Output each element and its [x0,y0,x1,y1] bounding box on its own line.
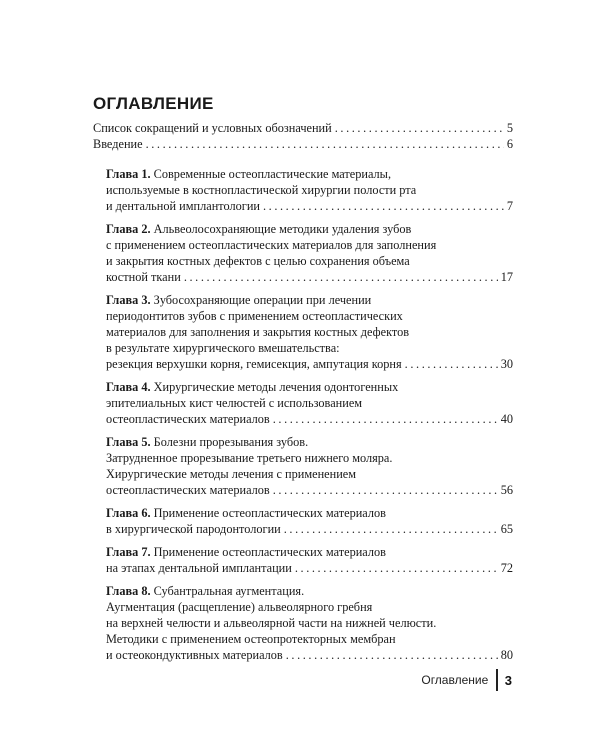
toc-page-number: 80 [500,648,513,662]
leader-dots [335,120,504,136]
toc-entry-text: Затрудненное прорезывание третьего нижнего моляра. [106,451,393,465]
toc-page-number: 56 [500,483,513,497]
toc-entry-text: периодонтитов зубов с применением остеопластических [106,309,403,323]
toc-entry-text: в результате хирургического вмешательства: [106,341,340,355]
toc-entry-chapter-7[interactable] [93,544,513,576]
page-title: ОГЛАВЛЕНИЕ [93,94,214,113]
leader-dots [405,356,498,372]
leader-dots [184,269,498,285]
footer-page-number: 3 [504,672,512,688]
toc-entry-text: Введение [93,137,143,151]
toc-page-number: 7 [506,199,513,213]
leader-dots [284,521,498,537]
leader-dots [273,411,498,427]
table-of-contents [93,120,513,663]
toc-page-number: 17 [500,270,513,284]
toc-entry-text: на верхней челюсти и альвеолярной части на нижней челюсти. [106,616,437,630]
toc-entry-abbreviations[interactable] [93,120,513,136]
chapter-label: Глава 1. [106,167,151,181]
toc-entry-chapter-4[interactable] [93,379,513,427]
chapter-label: Глава 7. [106,545,151,559]
toc-entry-chapter-8[interactable] [93,583,513,663]
toc-entry-text: с применением остеопластических материалов для заполнения [106,238,437,252]
toc-page-number: 5 [506,121,513,135]
toc-entry-text: Хирургические методы лечения одонтогенных [150,380,399,394]
toc-entry-text: и дентальной имплантологии [106,199,260,213]
toc-entry-chapter-6[interactable] [93,505,513,537]
chapter-label: Глава 6. [106,506,151,520]
chapter-label: Глава 8. [106,584,151,598]
leader-dots [263,198,504,214]
toc-page-number: 30 [500,357,513,371]
leader-dots [295,560,498,576]
toc-entry-text: Аугментация (расщепление) альвеолярного гребня [106,600,373,614]
toc-page-number: 6 [506,137,513,151]
toc-page-number: 72 [500,561,513,575]
toc-entry-text: Современные остеопластические материалы, [150,167,392,181]
page-footer [421,669,512,691]
chapter-label: Глава 4. [106,380,151,394]
chapter-label: Глава 2. [106,222,151,236]
toc-entry-text: Зубосохраняющие операции при лечении [150,293,372,307]
toc-entry-text: Субантральная аугментация. [150,584,305,598]
toc-entry-text: и закрытия костных дефектов с целью сохранения объема [106,254,410,268]
toc-entry-text: костной ткани [106,270,181,284]
toc-entry-text: Методики с применением остеопротекторных мембран [106,632,396,646]
toc-entry-chapter-1[interactable] [93,166,513,214]
toc-entry-text: Применение остеопластических материалов [150,545,386,559]
leader-dots [146,136,504,152]
toc-entry-text: и остеокондуктивных материалов [106,648,283,662]
chapter-label: Глава 5. [106,435,151,449]
toc-entry-introduction[interactable] [93,136,513,152]
toc-entry-text: Список сокращений и условных обозначений [93,121,332,135]
footer-section-title: Оглавление [421,673,489,687]
chapter-label: Глава 3. [106,293,151,307]
leader-dots [286,647,498,663]
toc-entry-text: на этапах дентальной имплантации [106,561,292,575]
toc-entry-text: Применение остеопластических материалов [150,506,386,520]
toc-entry-text: Болезни прорезывания зубов. [150,435,309,449]
toc-entry-text: Хирургические методы лечения с применением [106,467,357,481]
leader-dots [273,482,498,498]
toc-entry-text: эпителиальных кист челюстей с использованием [106,396,363,410]
footer-divider [496,669,498,691]
toc-entry-chapter-2[interactable] [93,221,513,285]
toc-entry-text: резекция верхушки корня, гемисекция, ампутация корня [106,357,402,371]
toc-entry-text: используемые в костнопластической хирургии полости рта [106,183,417,197]
toc-entry-text: остеопластических материалов [106,412,270,426]
toc-page-number: 65 [500,522,513,536]
toc-page-number: 40 [500,412,513,426]
toc-entry-chapter-3[interactable] [93,292,513,372]
toc-entry-chapter-5[interactable] [93,434,513,498]
toc-entry-text: материалов для заполнения и закрытия костных дефектов [106,325,410,339]
toc-entry-text: остеопластических материалов [106,483,270,497]
toc-entry-text: в хирургической пародонтологии [106,522,281,536]
toc-entry-text: Альвеолосохраняющие методики удаления зубов [150,222,412,236]
